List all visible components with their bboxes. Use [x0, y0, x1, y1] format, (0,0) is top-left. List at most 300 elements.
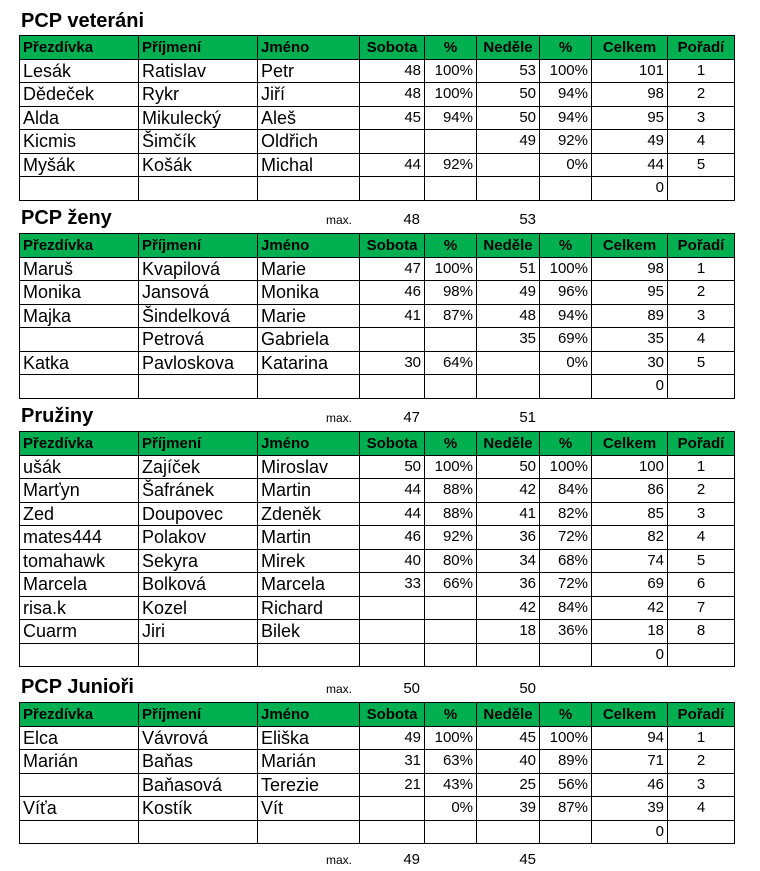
- cell-jmeno: Richard: [258, 596, 360, 620]
- cell-celkem: 0: [592, 177, 668, 201]
- cell-nedele: 34: [477, 549, 540, 573]
- cell-jmeno: Marie: [258, 257, 360, 281]
- column-header-nedele-pct: %: [540, 36, 592, 60]
- cell-prezdivka: Kicmis: [20, 130, 139, 154]
- cell-nedele: 18: [477, 620, 540, 644]
- column-header-poradi: Pořadí: [668, 36, 735, 60]
- column-header-sobota-pct: %: [425, 234, 477, 258]
- table-row: [20, 328, 735, 352]
- table-row: [20, 130, 735, 154]
- cell-nedele: [477, 351, 540, 375]
- column-header-prezdivka: Přezdívka: [20, 36, 139, 60]
- column-header-poradi: Pořadí: [668, 703, 735, 727]
- header-row: [20, 234, 735, 258]
- cell-celkem: 30: [592, 351, 668, 375]
- cell-prijmeni: Doupovec: [139, 502, 258, 526]
- cell-sobota: [360, 328, 425, 352]
- column-header-prijmeni: Příjmení: [139, 432, 258, 456]
- cell-nedele: 53: [477, 59, 540, 83]
- cell-nedele-pct: 82%: [540, 502, 592, 526]
- cell-celkem: 35: [592, 328, 668, 352]
- cell-prijmeni: Ratislav: [139, 59, 258, 83]
- cell-sobota: [360, 375, 425, 399]
- column-header-jmeno: Jméno: [258, 432, 360, 456]
- section-title: PCP ženy: [21, 207, 112, 229]
- cell-sobota-pct: 100%: [425, 59, 477, 83]
- cell-jmeno: Terezie: [258, 773, 360, 797]
- column-header-sobota: Sobota: [360, 36, 425, 60]
- cell-sobota-pct: [425, 596, 477, 620]
- cell-nedele: 50: [477, 455, 540, 479]
- cell-jmeno: Martin: [258, 526, 360, 550]
- section-title: PCP veteráni: [21, 10, 145, 32]
- cell-nedele-pct: [540, 643, 592, 667]
- column-header-nedele: Neděle: [477, 36, 540, 60]
- table-row: [20, 573, 735, 597]
- cell-poradi: 5: [668, 549, 735, 573]
- cell-jmeno: Monika: [258, 281, 360, 305]
- cell-jmeno: Marián: [258, 750, 360, 774]
- table-row: [20, 83, 735, 107]
- cell-celkem: 46: [592, 773, 668, 797]
- cell-sobota-pct: 94%: [425, 106, 477, 130]
- cell-nedele: 42: [477, 479, 540, 503]
- cell-nedele-pct: 94%: [540, 83, 592, 107]
- cell-nedele-pct: 56%: [540, 773, 592, 797]
- cell-celkem: 18: [592, 620, 668, 644]
- cell-celkem: 98: [592, 83, 668, 107]
- column-header-sobota-pct: %: [425, 36, 477, 60]
- table-row: [20, 375, 735, 399]
- cell-sobota-pct: 100%: [425, 726, 477, 750]
- table-row: [20, 257, 735, 281]
- cell-nedele-pct: 96%: [540, 281, 592, 305]
- cell-nedele: 36: [477, 526, 540, 550]
- cell-prijmeni: Pavloskova: [139, 351, 258, 375]
- cell-poradi: 2: [668, 281, 735, 305]
- header-row: [20, 703, 735, 727]
- cell-poradi: 1: [668, 257, 735, 281]
- column-header-sobota-pct: %: [425, 432, 477, 456]
- table-row: [20, 549, 735, 573]
- cell-celkem: 0: [592, 643, 668, 667]
- max-nedele: 53: [519, 211, 536, 228]
- cell-poradi: 5: [668, 153, 735, 177]
- table-row: [20, 773, 735, 797]
- cell-sobota-pct: 98%: [425, 281, 477, 305]
- cell-sobota: [360, 820, 425, 844]
- max-label: max.: [326, 213, 353, 227]
- cell-sobota-pct: 88%: [425, 502, 477, 526]
- column-header-prezdivka: Přezdívka: [20, 703, 139, 727]
- cell-sobota: 46: [360, 526, 425, 550]
- cell-sobota-pct: [425, 643, 477, 667]
- cell-celkem: 49: [592, 130, 668, 154]
- table-row: [20, 177, 735, 201]
- cell-celkem: 0: [592, 820, 668, 844]
- cell-prijmeni: Bolková: [139, 573, 258, 597]
- cell-jmeno: Jiří: [258, 83, 360, 107]
- cell-prezdivka: ušák: [20, 455, 139, 479]
- cell-nedele-pct: [540, 177, 592, 201]
- header-row: [20, 432, 735, 456]
- cell-poradi: 3: [668, 304, 735, 328]
- cell-prezdivka: Zed: [20, 502, 139, 526]
- column-header-sobota: Sobota: [360, 234, 425, 258]
- cell-prezdivka: risa.k: [20, 596, 139, 620]
- cell-sobota: 33: [360, 573, 425, 597]
- cell-prijmeni: Mikulecký: [139, 106, 258, 130]
- cell-celkem: 0: [592, 375, 668, 399]
- cell-sobota-pct: 92%: [425, 153, 477, 177]
- column-header-sobota: Sobota: [360, 432, 425, 456]
- cell-prezdivka: [20, 773, 139, 797]
- table-row: [20, 106, 735, 130]
- cell-celkem: 94: [592, 726, 668, 750]
- cell-prezdivka: Marťyn: [20, 479, 139, 503]
- cell-sobota: 48: [360, 83, 425, 107]
- cell-prezdivka: Lesák: [20, 59, 139, 83]
- cell-sobota-pct: [425, 177, 477, 201]
- column-header-nedele-pct: %: [540, 703, 592, 727]
- cell-nedele: [477, 820, 540, 844]
- cell-prezdivka: Alda: [20, 106, 139, 130]
- cell-poradi: 6: [668, 573, 735, 597]
- cell-sobota: [360, 620, 425, 644]
- column-header-poradi: Pořadí: [668, 234, 735, 258]
- cell-nedele-pct: 68%: [540, 549, 592, 573]
- cell-sobota: 46: [360, 281, 425, 305]
- table-row: [20, 620, 735, 644]
- max-label: max.: [326, 411, 353, 425]
- cell-sobota: [360, 130, 425, 154]
- cell-sobota: 45: [360, 106, 425, 130]
- cell-nedele: 48: [477, 304, 540, 328]
- cell-prezdivka: Marián: [20, 750, 139, 774]
- cell-celkem: 69: [592, 573, 668, 597]
- results-table: [19, 431, 735, 667]
- cell-prijmeni: [139, 643, 258, 667]
- cell-prezdivka: Víťa: [20, 797, 139, 821]
- cell-sobota: 41: [360, 304, 425, 328]
- column-header-prijmeni: Příjmení: [139, 36, 258, 60]
- cell-sobota-pct: 43%: [425, 773, 477, 797]
- table-row: [20, 479, 735, 503]
- cell-poradi: 3: [668, 502, 735, 526]
- cell-sobota: 30: [360, 351, 425, 375]
- cell-jmeno: Gabriela: [258, 328, 360, 352]
- cell-prezdivka: [20, 820, 139, 844]
- cell-jmeno: Mirek: [258, 549, 360, 573]
- cell-sobota: 47: [360, 257, 425, 281]
- max-sobota: 48: [403, 211, 420, 228]
- cell-prezdivka: Cuarm: [20, 620, 139, 644]
- cell-nedele: [477, 177, 540, 201]
- cell-celkem: 44: [592, 153, 668, 177]
- cell-celkem: 101: [592, 59, 668, 83]
- cell-jmeno: Michal: [258, 153, 360, 177]
- cell-prijmeni: [139, 177, 258, 201]
- cell-nedele-pct: 87%: [540, 797, 592, 821]
- cell-prijmeni: Kozel: [139, 596, 258, 620]
- cell-prijmeni: Rykr: [139, 83, 258, 107]
- cell-nedele: 41: [477, 502, 540, 526]
- cell-prezdivka: [20, 643, 139, 667]
- cell-sobota-pct: 66%: [425, 573, 477, 597]
- cell-prijmeni: Šafránek: [139, 479, 258, 503]
- cell-prijmeni: Jiri: [139, 620, 258, 644]
- header-row: [20, 36, 735, 60]
- cell-nedele-pct: 100%: [540, 59, 592, 83]
- cell-sobota-pct: 64%: [425, 351, 477, 375]
- cell-sobota-pct: 80%: [425, 549, 477, 573]
- cell-nedele: 50: [477, 106, 540, 130]
- cell-prezdivka: [20, 177, 139, 201]
- column-header-nedele: Neděle: [477, 432, 540, 456]
- cell-nedele-pct: 36%: [540, 620, 592, 644]
- table-row: [20, 820, 735, 844]
- max-label: max.: [326, 853, 353, 867]
- results-table: [19, 35, 735, 201]
- cell-nedele: 39: [477, 797, 540, 821]
- cell-prezdivka: mates444: [20, 526, 139, 550]
- cell-nedele-pct: 84%: [540, 479, 592, 503]
- column-header-celkem: Celkem: [592, 36, 668, 60]
- cell-nedele-pct: 100%: [540, 455, 592, 479]
- cell-poradi: [668, 643, 735, 667]
- cell-sobota: [360, 797, 425, 821]
- cell-poradi: 4: [668, 797, 735, 821]
- cell-poradi: [668, 177, 735, 201]
- cell-nedele-pct: 0%: [540, 153, 592, 177]
- table-row: [20, 281, 735, 305]
- cell-nedele-pct: 94%: [540, 304, 592, 328]
- cell-nedele: 40: [477, 750, 540, 774]
- cell-poradi: 3: [668, 773, 735, 797]
- cell-nedele-pct: [540, 375, 592, 399]
- cell-sobota: 44: [360, 479, 425, 503]
- cell-nedele-pct: 84%: [540, 596, 592, 620]
- cell-prijmeni: Petrová: [139, 328, 258, 352]
- cell-poradi: 1: [668, 455, 735, 479]
- max-sobota: 47: [403, 409, 420, 426]
- cell-jmeno: [258, 375, 360, 399]
- cell-celkem: 85: [592, 502, 668, 526]
- cell-sobota-pct: [425, 820, 477, 844]
- cell-nedele-pct: 69%: [540, 328, 592, 352]
- table-row: [20, 59, 735, 83]
- cell-sobota: [360, 596, 425, 620]
- cell-jmeno: Oldřich: [258, 130, 360, 154]
- cell-sobota-pct: 0%: [425, 797, 477, 821]
- cell-jmeno: Petr: [258, 59, 360, 83]
- cell-jmeno: [258, 643, 360, 667]
- cell-nedele: 49: [477, 130, 540, 154]
- cell-jmeno: Zdeněk: [258, 502, 360, 526]
- cell-sobota-pct: 100%: [425, 83, 477, 107]
- table-row: [20, 596, 735, 620]
- section-title: PCP Junioři: [21, 676, 134, 698]
- column-header-nedele: Neděle: [477, 703, 540, 727]
- cell-sobota: [360, 177, 425, 201]
- table-row: [20, 455, 735, 479]
- cell-jmeno: Katarina: [258, 351, 360, 375]
- cell-prijmeni: Zajíček: [139, 455, 258, 479]
- cell-sobota: 40: [360, 549, 425, 573]
- cell-prezdivka: Majka: [20, 304, 139, 328]
- cell-prezdivka: Elca: [20, 726, 139, 750]
- max-nedele: 50: [519, 680, 536, 697]
- column-header-celkem: Celkem: [592, 703, 668, 727]
- cell-prijmeni: Košák: [139, 153, 258, 177]
- column-header-jmeno: Jméno: [258, 36, 360, 60]
- column-header-jmeno: Jméno: [258, 234, 360, 258]
- cell-poradi: 5: [668, 351, 735, 375]
- column-header-poradi: Pořadí: [668, 432, 735, 456]
- cell-prijmeni: Kostík: [139, 797, 258, 821]
- cell-nedele: 42: [477, 596, 540, 620]
- cell-prijmeni: [139, 375, 258, 399]
- cell-celkem: 82: [592, 526, 668, 550]
- cell-poradi: 3: [668, 106, 735, 130]
- cell-sobota-pct: 92%: [425, 526, 477, 550]
- cell-prijmeni: Kvapilová: [139, 257, 258, 281]
- cell-jmeno: Marie: [258, 304, 360, 328]
- cell-sobota-pct: [425, 375, 477, 399]
- cell-jmeno: Aleš: [258, 106, 360, 130]
- column-header-prijmeni: Příjmení: [139, 234, 258, 258]
- cell-celkem: 71: [592, 750, 668, 774]
- table-row: [20, 726, 735, 750]
- cell-jmeno: Eliška: [258, 726, 360, 750]
- cell-nedele-pct: 0%: [540, 351, 592, 375]
- cell-nedele-pct: 100%: [540, 726, 592, 750]
- cell-prijmeni: [139, 820, 258, 844]
- column-header-celkem: Celkem: [592, 234, 668, 258]
- cell-prijmeni: Polakov: [139, 526, 258, 550]
- cell-sobota: [360, 643, 425, 667]
- cell-jmeno: Marcela: [258, 573, 360, 597]
- cell-nedele: 35: [477, 328, 540, 352]
- cell-prezdivka: [20, 375, 139, 399]
- cell-celkem: 86: [592, 479, 668, 503]
- cell-prezdivka: Maruš: [20, 257, 139, 281]
- cell-poradi: 2: [668, 83, 735, 107]
- cell-celkem: 95: [592, 281, 668, 305]
- cell-poradi: 1: [668, 59, 735, 83]
- table-row: [20, 526, 735, 550]
- cell-prezdivka: tomahawk: [20, 549, 139, 573]
- cell-nedele: 45: [477, 726, 540, 750]
- cell-nedele: [477, 643, 540, 667]
- cell-sobota: 48: [360, 59, 425, 83]
- cell-nedele-pct: 94%: [540, 106, 592, 130]
- cell-nedele: 36: [477, 573, 540, 597]
- column-header-nedele-pct: %: [540, 432, 592, 456]
- cell-nedele: [477, 375, 540, 399]
- table-row: [20, 153, 735, 177]
- results-table: [19, 702, 735, 844]
- cell-sobota-pct: 88%: [425, 479, 477, 503]
- cell-sobota-pct: 100%: [425, 257, 477, 281]
- column-header-celkem: Celkem: [592, 432, 668, 456]
- cell-nedele: 51: [477, 257, 540, 281]
- cell-prezdivka: Dědeček: [20, 83, 139, 107]
- results-table: [19, 233, 735, 399]
- section-title: Pružiny: [21, 405, 94, 427]
- cell-sobota-pct: 87%: [425, 304, 477, 328]
- column-header-prijmeni: Příjmení: [139, 703, 258, 727]
- column-header-nedele-pct: %: [540, 234, 592, 258]
- cell-jmeno: Vít: [258, 797, 360, 821]
- column-header-jmeno: Jméno: [258, 703, 360, 727]
- table-row: [20, 304, 735, 328]
- cell-prezdivka: Katka: [20, 351, 139, 375]
- cell-sobota: 21: [360, 773, 425, 797]
- cell-poradi: 4: [668, 526, 735, 550]
- table-row: [20, 502, 735, 526]
- cell-prijmeni: Baňasová: [139, 773, 258, 797]
- cell-prezdivka: Myšák: [20, 153, 139, 177]
- max-nedele: 45: [519, 851, 536, 868]
- cell-sobota: 44: [360, 502, 425, 526]
- max-label: max.: [326, 682, 353, 696]
- cell-prijmeni: Baňas: [139, 750, 258, 774]
- cell-celkem: 42: [592, 596, 668, 620]
- cell-celkem: 100: [592, 455, 668, 479]
- cell-nedele-pct: 92%: [540, 130, 592, 154]
- cell-prezdivka: [20, 328, 139, 352]
- cell-poradi: 7: [668, 596, 735, 620]
- cell-jmeno: Miroslav: [258, 455, 360, 479]
- cell-nedele: 50: [477, 83, 540, 107]
- cell-celkem: 95: [592, 106, 668, 130]
- column-header-prezdivka: Přezdívka: [20, 234, 139, 258]
- cell-nedele-pct: 72%: [540, 526, 592, 550]
- cell-nedele: 25: [477, 773, 540, 797]
- max-sobota: 50: [403, 680, 420, 697]
- cell-jmeno: Martin: [258, 479, 360, 503]
- cell-sobota-pct: 100%: [425, 455, 477, 479]
- cell-sobota-pct: [425, 620, 477, 644]
- cell-jmeno: [258, 820, 360, 844]
- cell-sobota-pct: [425, 130, 477, 154]
- cell-poradi: 1: [668, 726, 735, 750]
- cell-prezdivka: Marcela: [20, 573, 139, 597]
- column-header-sobota: Sobota: [360, 703, 425, 727]
- cell-prezdivka: Monika: [20, 281, 139, 305]
- cell-poradi: 4: [668, 130, 735, 154]
- cell-jmeno: Bilek: [258, 620, 360, 644]
- column-header-nedele: Neděle: [477, 234, 540, 258]
- cell-poradi: [668, 820, 735, 844]
- cell-nedele: 49: [477, 281, 540, 305]
- cell-celkem: 89: [592, 304, 668, 328]
- cell-poradi: [668, 375, 735, 399]
- cell-celkem: 98: [592, 257, 668, 281]
- cell-nedele-pct: 100%: [540, 257, 592, 281]
- cell-poradi: 8: [668, 620, 735, 644]
- cell-nedele-pct: [540, 820, 592, 844]
- column-header-prezdivka: Přezdívka: [20, 432, 139, 456]
- cell-celkem: 39: [592, 797, 668, 821]
- cell-jmeno: [258, 177, 360, 201]
- cell-sobota: 49: [360, 726, 425, 750]
- max-sobota: 49: [403, 851, 420, 868]
- table-row: [20, 750, 735, 774]
- cell-nedele: [477, 153, 540, 177]
- cell-poradi: 2: [668, 750, 735, 774]
